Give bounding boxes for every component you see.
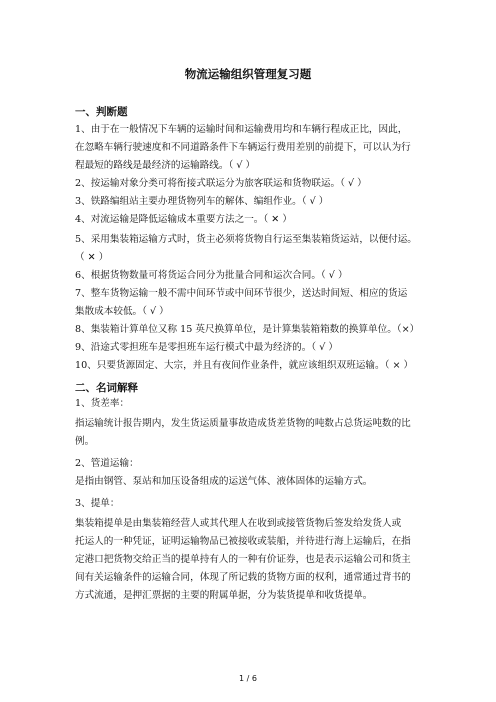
question-9: 9、沿途式零担班车是零担班车运行模式中最为经济的。（ √ ） — [75, 342, 338, 353]
term-1-line-2: 例。 — [75, 436, 95, 447]
term-2-line-1: 是指由钢管、泵站和加压设备组成的运送气体、液体固体的运输方式。 — [75, 476, 373, 487]
question-1-line-1: 1、由于在一般情况下车辆的运输时间和运输费用均和车辆行程成正比，因此， — [75, 124, 408, 135]
term-3-line-1: 集装箱提单是由集装箱经营人或其代理人在收到或接管货物后签发给发货人或 — [75, 518, 402, 529]
question-8: 8、集装箱计算单位又称 15 英尺换算单位，是计算集装箱箱数的换算单位。（×） — [75, 324, 420, 335]
question-5-line-2: （ ✕ ） — [75, 252, 109, 263]
term-1-heading: 1、货差率： — [75, 398, 130, 409]
term-3-line-3: 定港口把货物交给正当的提单持有人的一种有价证券，也是表示运输公司和货主 — [75, 554, 411, 565]
question-10: 10、只要货源固定、大宗，并且有夜间作业条件，就应该组织双班运输。（ × ） — [75, 360, 414, 371]
term-2-heading: 2、管道运输： — [75, 458, 139, 469]
question-5-line-1: 5、采用集装箱运输方式时，货主必须将货物自行运至集装箱货运站，以便付运。 — [75, 234, 417, 245]
question-1-line-3: 程最短的路线是最经济的运输路线。（ √ ） — [75, 160, 256, 171]
document-title: 物流运输组织管理复习题 — [184, 67, 312, 81]
section-heading-terms: 二、名词解释 — [75, 382, 138, 394]
term-3-line-5: 方式流通，是押汇票据的主要的附属单据，分为装货提单和收货提单。 — [75, 590, 373, 601]
section-heading-judgement: 一、判断题 — [75, 106, 128, 118]
term-3-line-4: 间有关运输条件的运输合同，体现了所记载的货物方面的权利，通常通过背书的 — [75, 572, 411, 583]
term-3-heading: 3、提单： — [75, 498, 120, 509]
question-6: 6、根据货物数量可将货运合同分为批量合同和运次合同。（ √ ） — [75, 270, 348, 281]
question-7-line-2: 集散成本较低。（ √ ） — [75, 306, 169, 317]
term-1-line-1: 指运输统计报告期内，发生货运质量事故造成货差货物的吨数占总货运吨数的比 — [75, 418, 411, 429]
question-2: 2、按运输对象分类可将衔接式联运分为旅客联运和货物联运。（ √ ） — [75, 178, 367, 189]
question-7-line-1: 7、整车货物运输一般不需中间环节或中间环节很少，送达时间短、相应的货运 — [75, 288, 408, 299]
term-3-line-2: 托运人的一种凭证，证明运输物品已被接收或装船，并待进行海上运输后，在指 — [75, 536, 411, 547]
question-1-line-2: 在忽略车辆行驶速度和不同道路条件下车辆运行费用差别的前提下，可以认为行 — [75, 142, 411, 153]
question-3: 3、铁路编组站主要办理货物列车的解体、编组作业。（ √ ） — [75, 196, 329, 207]
page-number: 1 / 6 — [239, 674, 257, 683]
question-4: 4、对流运输是降低运输成本重要方法之一。（ ✕ ） — [75, 214, 292, 225]
